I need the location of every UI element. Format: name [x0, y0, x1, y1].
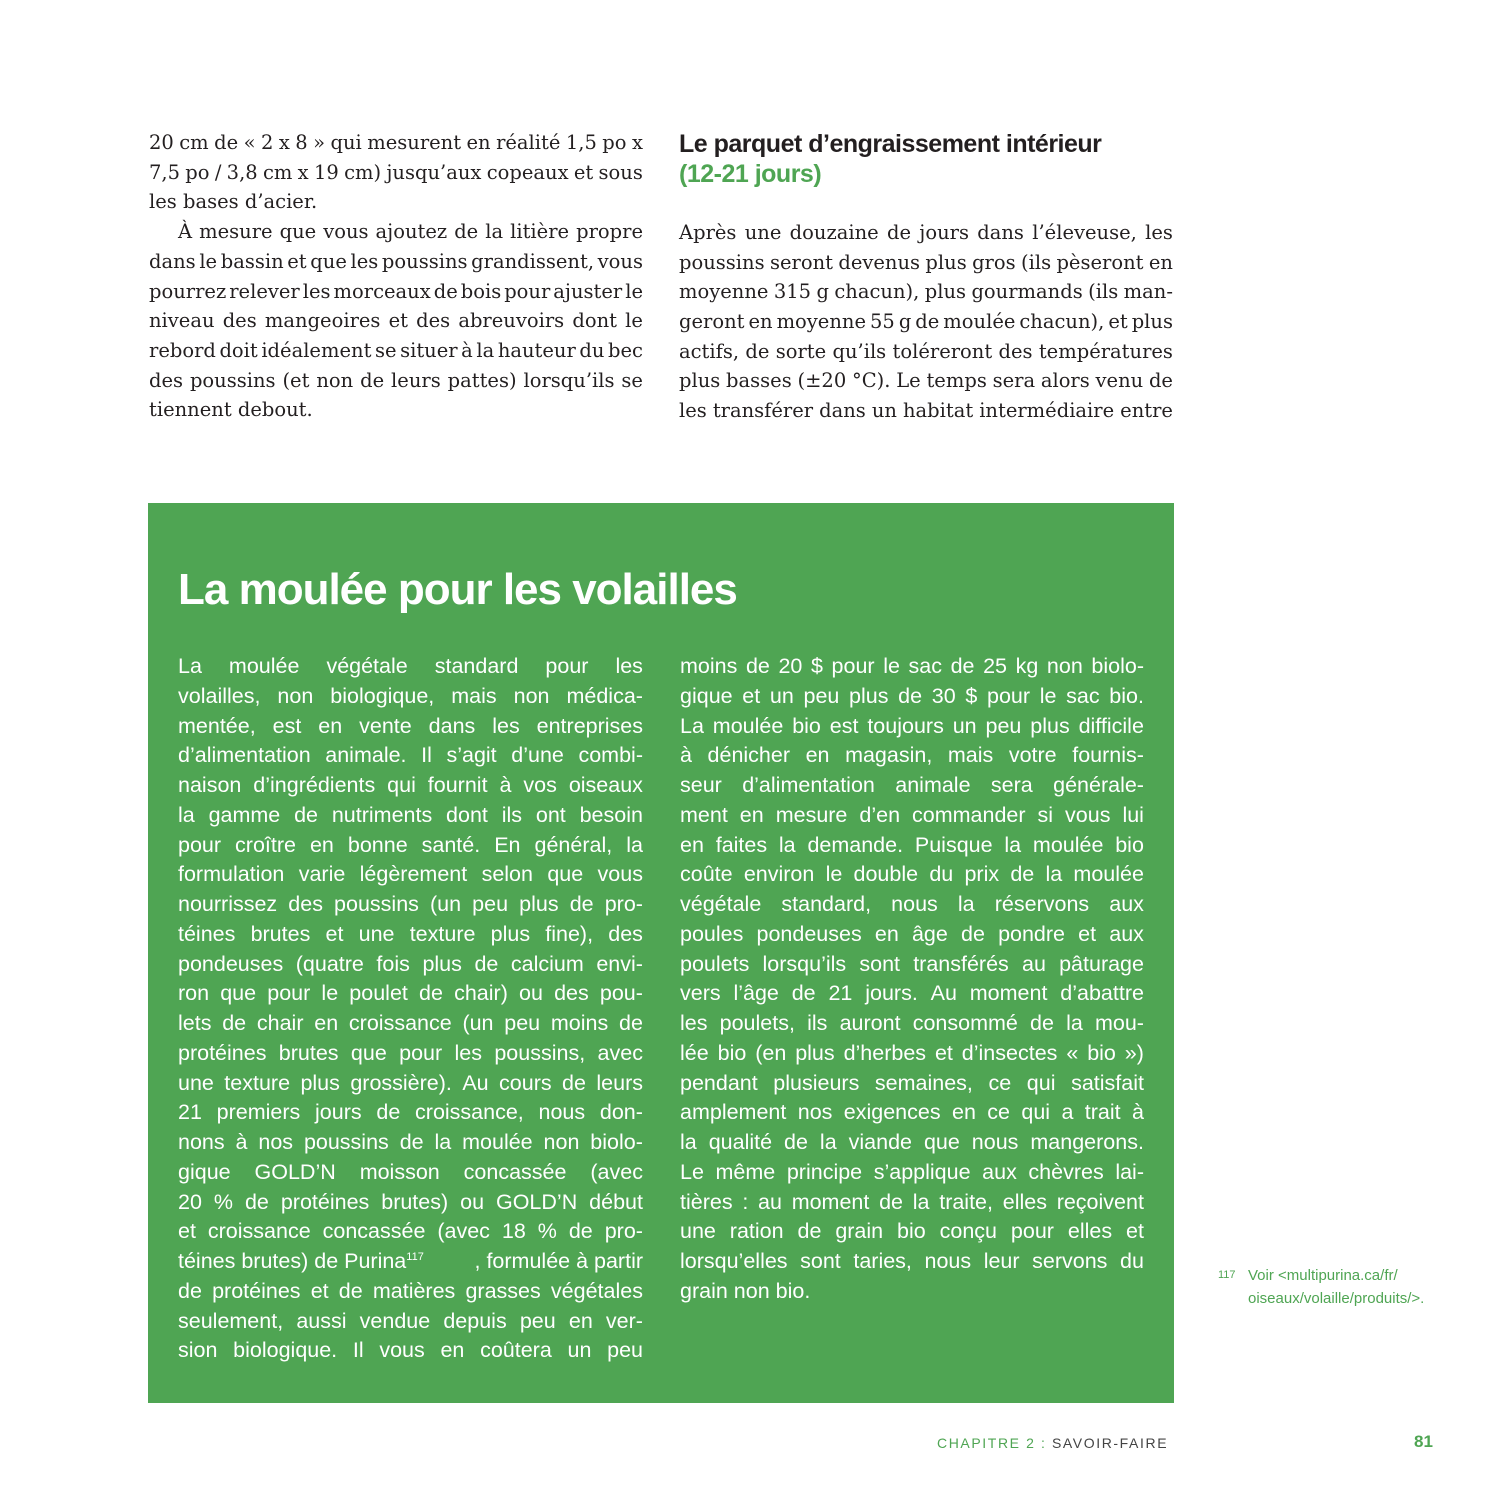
- sidebar-line: protéines brutes que pour les poussins, avec: [178, 1040, 643, 1065]
- section-heading-days: (12-21 jours): [679, 160, 822, 188]
- left-line: niveau des mangeoires et des abreuvoirs dont le: [149, 309, 643, 332]
- sidebar-line: lets de chair en croissance (un peu moins de: [178, 1011, 643, 1035]
- sidebar-line: seur d’alimentation animale sera générale-: [680, 773, 1144, 797]
- sidebar-line: pondeuses (quatre fois plus de calcium envi-: [178, 951, 643, 976]
- sidebar-line: coûte environ le double du prix de la moulée: [680, 862, 1144, 887]
- right-line: poussins seront devenus plus gros (ils pèseront en: [679, 251, 1173, 274]
- sidebar-line: [178, 1249, 643, 1274]
- sidebar-line: amplement nos exigences en ce qui a trait à: [680, 1100, 1144, 1125]
- left-line: pourrez relever les morceaux de bois pour ajuster le: [149, 280, 643, 303]
- sidebar-line: d’alimentation animale. Il s’agit d’une combi-: [178, 743, 643, 768]
- sidebar-line: nourrissez des poussins (un peu plus de pro-: [178, 892, 643, 916]
- sidebar-line: seulement, aussi vendue depuis peu en ver-: [178, 1308, 643, 1333]
- sidebar-line: végétale standard, nous la réservons aux: [680, 892, 1144, 916]
- sidebar-line: moins de 20 $ pour le sac de 25 kg non biolo-: [680, 654, 1144, 678]
- sidebar-line: mentée, est en vente dans les entreprises: [178, 713, 643, 738]
- sidebar-line: poules pondeuses en âge de pondre et aux: [680, 921, 1144, 946]
- page-number: 81: [1414, 1432, 1433, 1451]
- left-line: À mesure que vous ajoutez de la litière propre: [178, 220, 643, 243]
- sidebar-line: tières : au moment de la traite, elles reçoivent: [680, 1189, 1144, 1214]
- sidebar-line: La moulée bio est toujours un peu plus difficile: [680, 713, 1144, 738]
- running-footer: [937, 1435, 1168, 1451]
- sidebar-line: téines brutes et une texture plus fine), des: [178, 921, 643, 946]
- footnote-line: Voir <multipurina.ca/fr/: [1248, 1267, 1398, 1284]
- left-line: 20 cm de « 2 x 8 » qui mesurent en réalité 1,5 po x: [149, 131, 643, 154]
- section-heading: Le parquet d’engraissement intérieur: [679, 130, 1102, 158]
- left-line: tiennent debout.: [149, 398, 313, 421]
- sidebar-line: gique et un peu plus de 30 $ pour le sac bio.: [680, 683, 1144, 708]
- sidebar-line: 21 premiers jours de croissance, nous don-: [178, 1100, 643, 1125]
- sidebar-line: pendant plusieurs semaines, ce qui satisfait: [680, 1070, 1144, 1095]
- sidebar-line: Le même principe s’applique aux chèvres lai-: [680, 1159, 1144, 1184]
- left-line: 7,5 po / 3,8 cm x 19 cm) jusqu’aux copeaux et sous: [149, 161, 643, 184]
- footnote-ref: 117: [406, 1251, 424, 1263]
- sidebar-line: formulation varie légèrement selon que vous: [178, 862, 643, 887]
- sidebar-line: la qualité de la viande que nous mangerons.: [680, 1130, 1144, 1154]
- footnote-number: 117: [1218, 1269, 1236, 1281]
- sidebar-line: volailles, non biologique, mais non médica-: [178, 683, 643, 708]
- sidebar-line: une ration de grain bio conçu pour elles et: [680, 1219, 1144, 1244]
- left-line: des poussins (et non de leurs pattes) lorsqu’ils se: [149, 369, 643, 392]
- right-line: geront en moyenne 55 g de moulée chacun), et plus: [679, 310, 1173, 333]
- right-line: les transférer dans un habitat intermédiaire entre: [679, 399, 1173, 422]
- chapter-label: CHAPITRE 2 :: [937, 1435, 1047, 1451]
- left-line: les bases d’acier.: [149, 190, 318, 213]
- sidebar-line: et croissance concassée (avec 18 % de pro-: [178, 1219, 643, 1244]
- chapter-title: SAVOIR-FAIRE: [1051, 1435, 1169, 1451]
- sidebar-line: à dénicher en magasin, mais votre fournis-: [680, 743, 1144, 768]
- footnote-line: oiseaux/volaille/produits/>.: [1248, 1290, 1425, 1307]
- sidebar-line: pour croître en bonne santé. En général, la: [178, 832, 643, 857]
- sidebar-line: sion biologique. Il vous en coûtera un peu: [178, 1338, 643, 1363]
- sidebar-line: une texture plus grossière). Au cours de leurs: [178, 1070, 643, 1095]
- sidebar-line: ment en mesure d’en commander si vous lui: [680, 802, 1144, 827]
- sidebar-line: en faites la demande. Puisque la moulée bio: [680, 832, 1144, 857]
- sidebar-title: La moulée pour les volailles: [178, 565, 737, 614]
- sidebar-line: gique GOLD’N moisson concassée (avec: [178, 1159, 643, 1184]
- left-line: rebord doit idéalement se situer à la hauteur du bec: [149, 339, 643, 362]
- sidebar-line: poulets lorsqu’ils sont transférés au pâturage: [680, 951, 1144, 976]
- right-line: moyenne 315 g chacun), plus gourmands (ils man-: [679, 280, 1173, 303]
- sidebar-line: La moulée végétale standard pour les: [178, 654, 643, 678]
- sidebar-line: vers l’âge de 21 jours. Au moment d’abattre: [680, 981, 1144, 1006]
- left-line: dans le bassin et que les poussins grandissent, vous: [149, 250, 643, 273]
- sidebar-line: la gamme de nutriments dont ils ont besoin: [178, 802, 643, 827]
- sidebar-line: ron que pour le poulet de chair) ou des pou-: [178, 981, 643, 1006]
- sidebar-line: 20 % de protéines brutes) ou GOLD’N début: [178, 1189, 643, 1214]
- sidebar-line: lée bio (en plus d’herbes et d’insectes « bio »): [680, 1040, 1144, 1065]
- sidebar-text: téines brutes) de Purina: [178, 1249, 407, 1273]
- sidebar-line: lorsqu’elles sont taries, nous leur servons du: [680, 1249, 1144, 1273]
- right-line: Après une douzaine de jours dans l’éleveuse, les: [679, 221, 1173, 244]
- sidebar-text: , formulée à partir: [474, 1249, 643, 1273]
- sidebar-line: les poulets, ils auront consommé de la mou-: [680, 1011, 1144, 1035]
- right-line: actifs, de sorte qu’ils toléreront des températures: [679, 340, 1173, 363]
- sidebar-line: naison d’ingrédients qui fournit à vos oiseaux: [178, 773, 643, 797]
- right-line: plus basses (±20 °C). Le temps sera alors venu de: [679, 369, 1173, 392]
- sidebar-line: grain non bio.: [680, 1278, 811, 1303]
- sidebar-line: nons à nos poussins de la moulée non biolo-: [178, 1130, 643, 1154]
- sidebar-line: de protéines et de matières grasses végétales: [178, 1278, 643, 1303]
